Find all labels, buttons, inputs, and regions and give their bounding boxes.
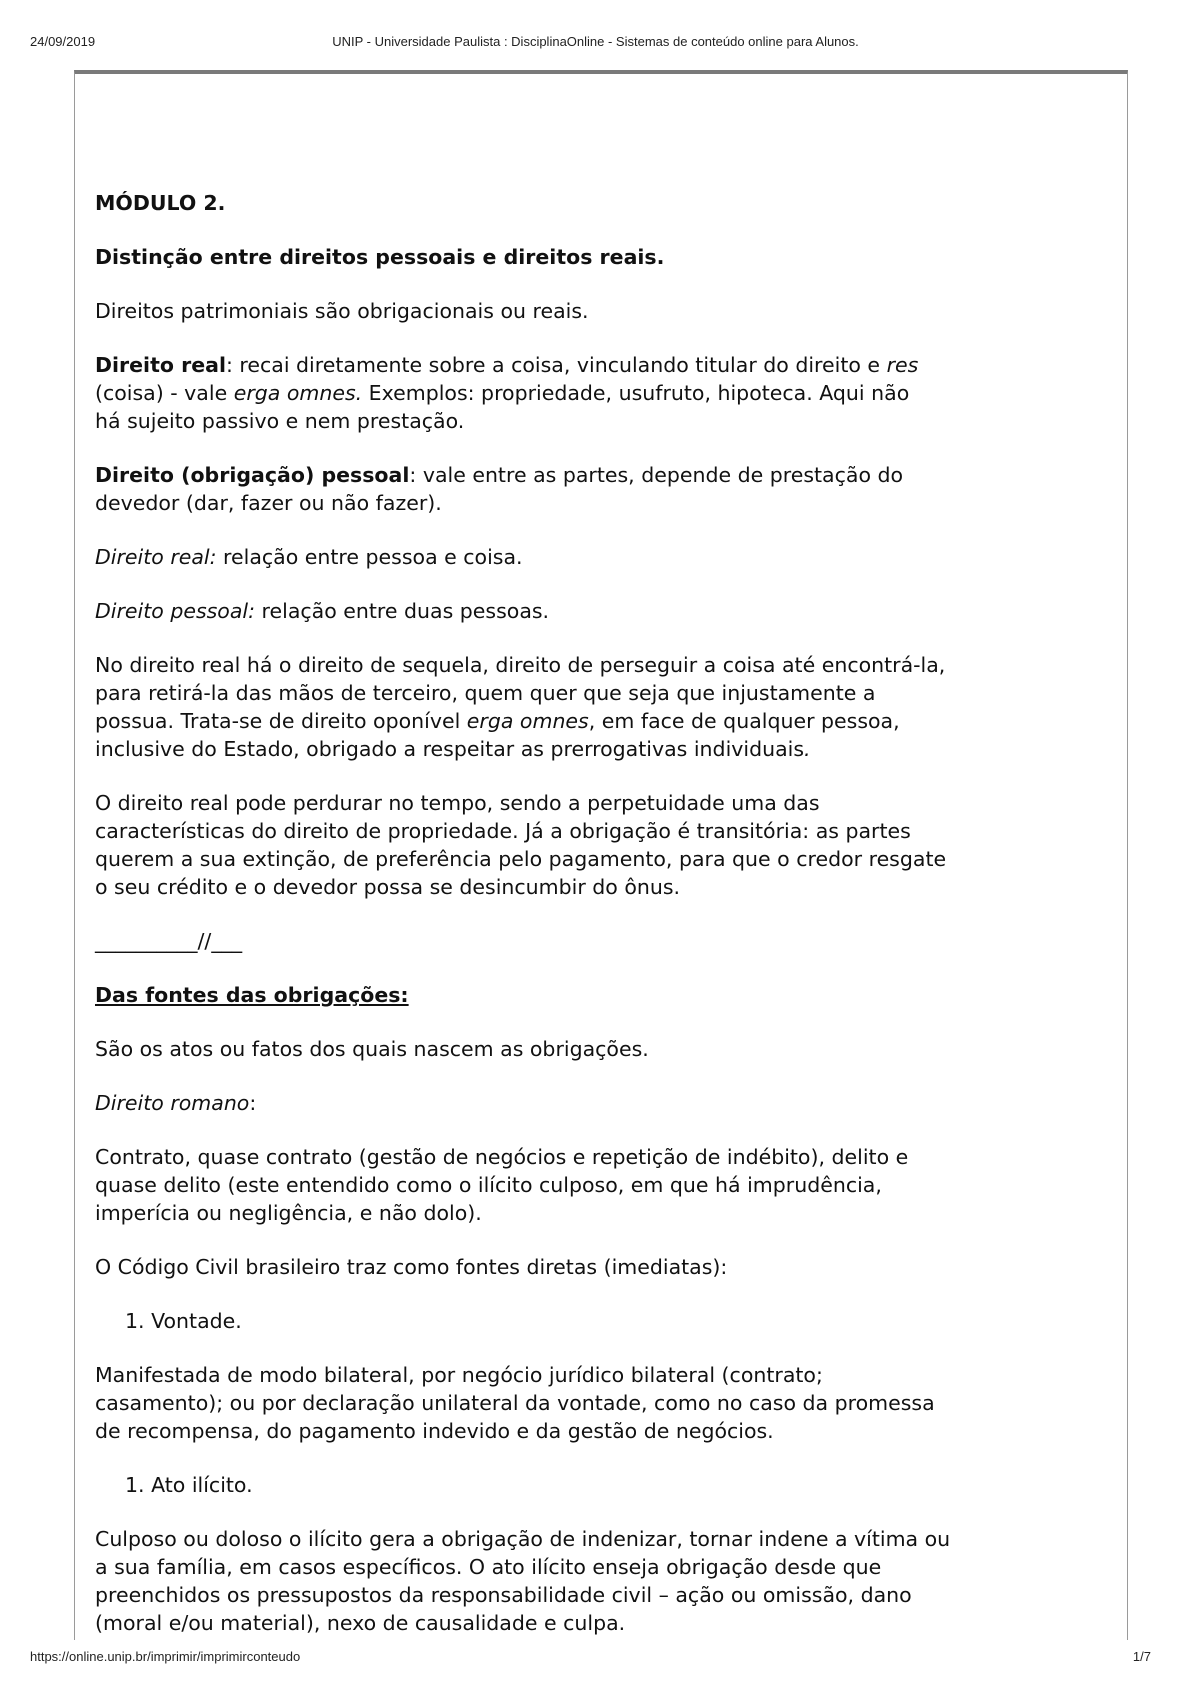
text-segment: relação entre pessoa e coisa. [216, 545, 523, 569]
text-segment: devedor (dar, fazer ou não fazer). [95, 491, 442, 515]
text-line [95, 351, 1125, 379]
text-segment: casamento); ou por declaração unilateral da vontade, como no caso da promessa [95, 1391, 935, 1415]
text-segment: Exemplos: propriedade, usufruto, hipoteca. Aqui não [362, 381, 910, 405]
paragraph [95, 1361, 1125, 1445]
text-line [95, 489, 1125, 517]
italic-term: . [804, 737, 811, 761]
text-line [95, 1361, 1125, 1389]
paragraph [95, 597, 1125, 625]
text-segment: __________//___ [95, 929, 243, 953]
text-line [95, 873, 1125, 901]
bold-term: Direito (obrigação) pessoal [95, 463, 410, 487]
text-line [95, 651, 1125, 679]
text-line [125, 1307, 1125, 1335]
italic-term: erga omnes. [233, 381, 363, 405]
list-item [95, 1471, 1125, 1499]
document-body [95, 189, 1125, 1663]
paragraph [95, 1035, 1125, 1063]
page-number: 1/7 [1132, 1649, 1151, 1664]
text-segment: a sua família, em casos específicos. O ato ilícito enseja obrigação desde que [95, 1555, 882, 1579]
text-segment: 1. Ato ilícito. [125, 1473, 253, 1497]
text-segment: Culposo ou doloso o ilícito gera a obrigação de indenizar, tornar indene a vítima ou [95, 1527, 951, 1551]
paragraph [95, 1525, 1125, 1637]
text-segment: (coisa) - vale [95, 381, 234, 405]
text-line [125, 1471, 1125, 1499]
print-date: 24/09/2019 [30, 34, 96, 49]
text-line [95, 679, 1125, 707]
italic-term: res [886, 353, 919, 377]
text-segment: querem a sua extinção, de preferência pelo pagamento, para que o credor resgate [95, 847, 947, 871]
text-line [95, 1417, 1125, 1445]
italic-term: erga omnes [466, 709, 589, 733]
text-line [95, 243, 1125, 271]
italic-term: Direito real: [95, 545, 217, 569]
text-segment: Das fontes das obrigações: [95, 983, 409, 1007]
paragraph [95, 1089, 1125, 1117]
paragraph [95, 651, 1125, 763]
text-segment: : recai diretamente sobre a coisa, vinculando titular do direito e [225, 353, 887, 377]
text-segment: Distinção entre direitos pessoais e direitos reais. [95, 245, 665, 269]
text-line [95, 1171, 1125, 1199]
text-line [95, 1609, 1125, 1637]
text-segment: relação entre duas pessoas. [255, 599, 550, 623]
text-segment: há sujeito passivo e nem prestação. [95, 409, 465, 433]
text-line [95, 789, 1125, 817]
text-line [95, 461, 1125, 489]
paragraph [95, 351, 1125, 435]
paragraph [95, 543, 1125, 571]
text-line [95, 981, 1125, 1009]
text-segment: características do direito de propriedade. Já a obrigação é transitória: as partes [95, 819, 911, 843]
text-line [95, 597, 1125, 625]
bold-term: Direito real [95, 353, 226, 377]
subsection-heading [95, 981, 1125, 1009]
page-url[interactable]: https://online.unip.br/imprimir/imprimirconteudo [30, 1649, 301, 1664]
text-segment: , em face de qualquer pessoa, [588, 709, 900, 733]
text-segment: para retirá-la das mãos de terceiro, quem quer que seja que injustamente a [95, 681, 876, 705]
section-heading [95, 189, 1125, 217]
text-line [95, 1253, 1125, 1281]
paragraph [95, 927, 1125, 955]
text-segment: imperícia ou negligência, e não dolo). [95, 1201, 482, 1225]
text-line [95, 1525, 1125, 1553]
paragraph [95, 1143, 1125, 1227]
text-line [95, 1199, 1125, 1227]
list-item [95, 1307, 1125, 1335]
text-segment: O direito real pode perdurar no tempo, sendo a perpetuidade uma das [95, 791, 820, 815]
text-segment: Manifestada de modo bilateral, por negócio jurídico bilateral (contrato; [95, 1363, 823, 1387]
text-line [95, 1035, 1125, 1063]
section-heading [95, 243, 1125, 271]
text-segment: MÓDULO 2. [95, 191, 226, 215]
text-segment: de recompensa, do pagamento indevido e da gestão de negócios. [95, 1419, 774, 1443]
text-segment: quase delito (este entendido como o ilícito culposo, em que há imprudência, [95, 1173, 882, 1197]
text-segment: inclusive do Estado, obrigado a respeitar as prerrogativas individuais [95, 737, 805, 761]
text-segment: preenchidos os pressupostos da responsabilidade civil – ação ou omissão, dano [95, 1583, 912, 1607]
text-line [95, 407, 1125, 435]
italic-term: Direito pessoal: [95, 599, 256, 623]
text-segment: possua. Trata-se de direito oponível [95, 709, 467, 733]
text-line [95, 1389, 1125, 1417]
text-line [95, 1143, 1125, 1171]
page-title: UNIP - Universidade Paulista : DisciplinaOnline - Sistemas de conteúdo online para Alunos. [332, 34, 859, 49]
text-segment: Contrato, quase contrato (gestão de negócios e repetição de indébito), delito e [95, 1145, 909, 1169]
text-line [95, 379, 1125, 407]
paragraph [95, 461, 1125, 517]
italic-term: Direito romano [95, 1091, 250, 1115]
paragraph [95, 1253, 1125, 1281]
paragraph [95, 297, 1125, 325]
text-segment: o seu crédito e o devedor possa se desincumbir do ônus. [95, 875, 681, 899]
text-line [95, 735, 1125, 763]
text-segment: O Código Civil brasileiro traz como fontes diretas (imediatas): [95, 1255, 728, 1279]
text-segment: Direitos patrimoniais são obrigacionais ou reais. [95, 299, 589, 323]
text-segment: : [249, 1091, 257, 1115]
text-line [95, 817, 1125, 845]
text-segment: São os atos ou fatos dos quais nascem as obrigações. [95, 1037, 649, 1061]
text-line [95, 189, 1125, 217]
text-line [95, 543, 1125, 571]
text-line [95, 1089, 1125, 1117]
text-segment: 1. Vontade. [125, 1309, 242, 1333]
text-line [95, 1581, 1125, 1609]
text-segment: (moral e/ou material), nexo de causalidade e culpa. [95, 1611, 626, 1635]
text-segment: No direito real há o direito de sequela, direito de perseguir a coisa até encontrá-la, [95, 653, 946, 677]
paragraph [95, 789, 1125, 901]
text-segment: : vale entre as partes, depende de prestação do [409, 463, 904, 487]
text-line [95, 1553, 1125, 1581]
text-line [95, 845, 1125, 873]
text-line [95, 707, 1125, 735]
text-line [95, 297, 1125, 325]
text-line [95, 927, 1125, 955]
